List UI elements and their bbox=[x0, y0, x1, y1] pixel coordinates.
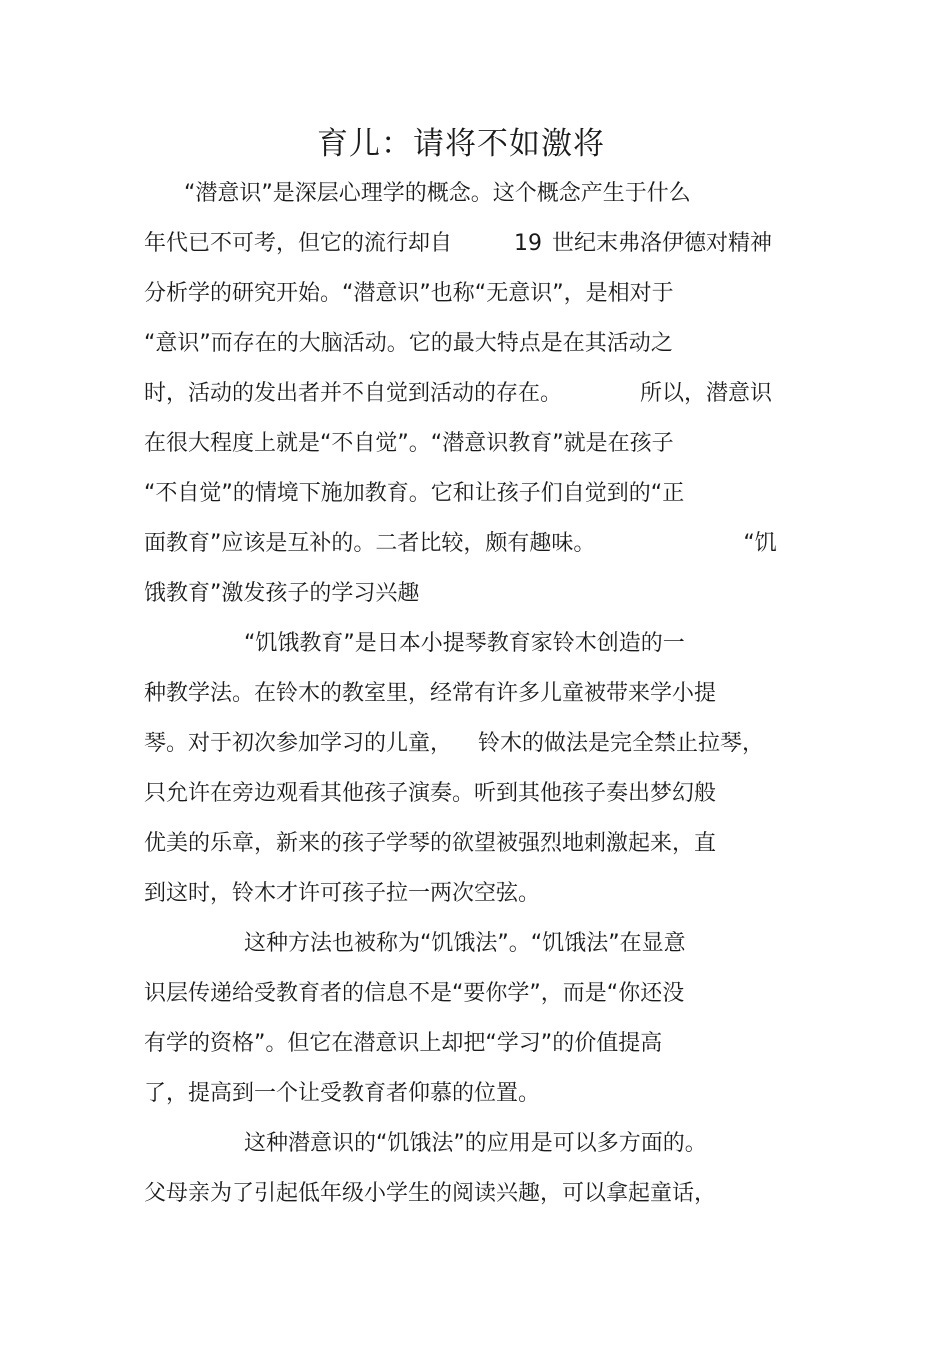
text-segment: 识层传递给受教育者的信息不是“要你学”，而是“你还没 bbox=[144, 981, 685, 1006]
text-segment: “不自觉”的情境下施加教育。它和让孩子们自觉到的“正 bbox=[144, 481, 685, 506]
text-line bbox=[144, 729, 764, 759]
text-line bbox=[144, 979, 684, 1009]
text-line bbox=[184, 179, 691, 209]
text-segment: 优美的乐章，新来的孩子学琴的欲望被强烈地刺激起来，直 bbox=[144, 831, 717, 856]
subheading-line bbox=[144, 579, 419, 609]
text-line bbox=[144, 679, 716, 709]
text-line bbox=[144, 779, 716, 809]
text-segment: 父母亲为了引起低年级小学生的阅读兴趣，可以拿起童话， bbox=[144, 1181, 717, 1206]
text-segment: 有学的资格”。但它在潜意识上却把“学习”的价值提高 bbox=[144, 1031, 663, 1056]
text-line bbox=[144, 329, 673, 359]
text-line bbox=[244, 929, 686, 959]
text-line bbox=[144, 379, 772, 409]
text-segment: 饿教育”激发孩子的学习兴趣 bbox=[144, 581, 420, 606]
text-segment: “意识”而存在的大脑活动。它的最大特点是在其活动之 bbox=[144, 331, 673, 356]
text-line bbox=[144, 1079, 540, 1109]
text-line bbox=[144, 479, 684, 509]
text-segment: “饥 bbox=[743, 531, 777, 556]
text-segment: 只允许在旁边观看其他孩子演奏。听到其他孩子奏出梦幻般 bbox=[144, 781, 717, 806]
text-segment: 到这时，铃木才许可孩子拉一两次空弦。 bbox=[144, 881, 541, 906]
text-segment: 面教育”应该是互补的。二者比较，颇有趣味。 bbox=[144, 531, 596, 556]
text-line bbox=[244, 1129, 707, 1159]
text-segment: 琴。对于初次参加学习的儿童， bbox=[144, 731, 453, 756]
text-line bbox=[144, 529, 777, 559]
text-segment: 铃木的做法是完全禁止拉琴， bbox=[478, 731, 765, 756]
text-line bbox=[144, 229, 772, 259]
page-title: 育儿：请将不如激将 bbox=[317, 126, 605, 162]
text-segment: “潜意识”是深层心理学的概念。这个概念产生于什么 bbox=[184, 181, 691, 206]
text-segment: 了，提高到一个让受教育者仰慕的位置。 bbox=[144, 1081, 541, 1106]
text-line bbox=[244, 629, 685, 659]
text-segment: 这种方法也被称为“饥饿法”。“饥饿法”在显意 bbox=[244, 931, 686, 956]
text-segment: 世纪末弗洛伊德对精神 bbox=[552, 231, 773, 256]
text-segment: 在很大程度上就是“不自觉”。“潜意识教育”就是在孩子 bbox=[144, 431, 674, 456]
text-segment: “饥饿教育”是日本小提琴教育家铃木创造的一 bbox=[244, 631, 685, 656]
text-line bbox=[144, 829, 716, 859]
text-segment: 分析学的研究开始。“潜意识”也称“无意识”，是相对于 bbox=[144, 281, 674, 306]
text-segment: 这种潜意识的“饥饿法”的应用是可以多方面的。 bbox=[244, 1131, 707, 1156]
text-line bbox=[144, 1029, 662, 1059]
text-segment: 时，活动的发出者并不自觉到活动的存在。 bbox=[144, 381, 563, 406]
text-segment: 种教学法。在铃木的教室里，经常有许多儿童被带来学小提 bbox=[144, 681, 717, 706]
text-segment: 所以，潜意识 bbox=[640, 381, 773, 406]
text-line bbox=[144, 429, 674, 459]
text-segment: 19 bbox=[514, 231, 543, 256]
text-line bbox=[144, 279, 674, 309]
text-segment: 年代已不可考，但它的流行却自 bbox=[144, 231, 453, 256]
text-line bbox=[144, 879, 540, 909]
text-line bbox=[144, 1179, 716, 1209]
